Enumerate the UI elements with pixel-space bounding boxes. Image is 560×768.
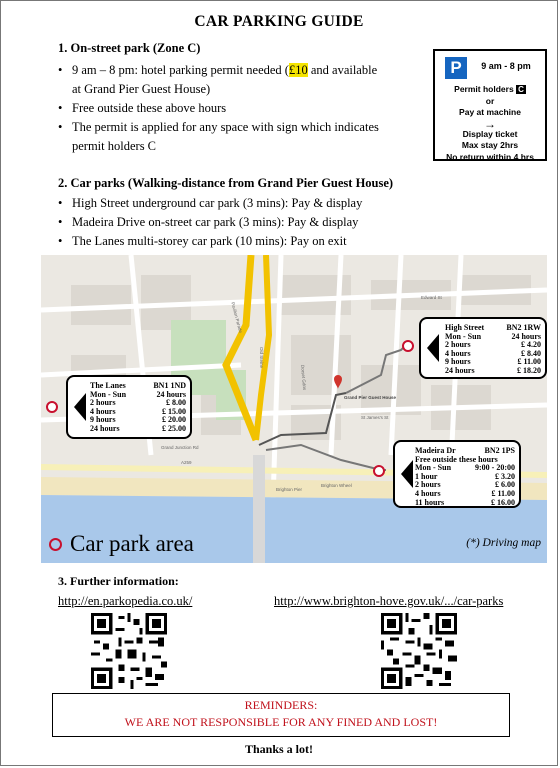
section1-list	[58, 61, 428, 156]
car-park-ring-icon	[49, 538, 62, 551]
driving-map-note: (*) Driving map	[466, 537, 541, 549]
reminders-text: WE ARE NOT RESPONSIBLE FOR ANY FINED AND LOST!	[124, 715, 438, 729]
sign-hours: 9 am - 8 pm	[481, 61, 531, 71]
page-title: CAR PARKING GUIDE	[194, 13, 364, 30]
qr-code-parkopedia	[91, 613, 167, 689]
section1-bullet-free: • Free outside these above hours	[58, 99, 428, 118]
section2-title: 2. Car parks (Walking-distance from Grand Pier Guest House)	[58, 176, 394, 190]
zone-c-badge: C	[518, 85, 524, 94]
section1-title: 1. On-street park (Zone C)	[58, 41, 201, 55]
parking-p-icon: P	[445, 57, 467, 79]
car-park-list	[58, 194, 498, 251]
qr-code-brighton-hove	[381, 613, 457, 689]
callout-the-lanes: The Lanes BN1 1ND Mon - Sun 24 hours 2 hours £ 8.00 4 hours £ 15.00 9 hours £ 20.00 24 hours £ 25.00	[66, 375, 192, 439]
map-legend: Car park area	[49, 531, 194, 557]
callout-madeira-drive: Madeira Dr BN2 1PS Free outside these hours Mon - Sun 9:00 - 20:00 1 hour £ 3.20 2 hours £ 6.00 4 hours £ 11.00 11 hours £ 16.00	[393, 440, 521, 508]
car-park-item: • The Lanes multi-storey car park (10 mins): Pay on exit	[58, 232, 498, 251]
brighton-hove-link[interactable]: http://www.brighton-hove.gov.uk/.../car-parks	[274, 594, 504, 608]
section1-bullet-permit: • 9 am – 8 pm: hotel parking permit needed (£10 and available at Grand Pier Guest House)	[58, 61, 428, 99]
section1-bullet-permit-holders: • The permit is applied for any space with sign which indicates permit holders C	[58, 118, 428, 156]
parkopedia-link[interactable]: http://en.parkopedia.co.uk/	[58, 594, 193, 608]
arrow-right-icon: →	[484, 116, 496, 131]
parking-sign: P 9 am - 8 pm Permit holders C or Pay at machine → Display ticket Max stay 2hrs No return within 4 hrs	[433, 49, 547, 161]
reminders-heading: REMINDERS:	[244, 698, 318, 712]
thanks-text: Thanks a lot!	[244, 742, 314, 756]
driving-map: Grand Pier Guest House Pavilion Parade Old Steine Dorset Gdns St James's St Edward St Grand Junction Rd A259 Brighton Pier Brighton Wheel The Lanes BN1 1ND Mon - Sun 24 hours 2 hours £ 8.00 4 hours £ 15.00 9 hours £ 20.00 24 hours £ 25.00 High Street BN2 1RW Mon - Sun 24 hours 2 hours £ 4.20 4 hours £ 8.40 9 hours £ 11.00 24 hours £ 18.20 Madeira Dr BN2 1PS Free outside these hours Mon - Sun 9:00 - 20:00 1 hour £ 3.20 2 hours £ 6.00 4 hours £ 11.00 11 hours £ 16.00 Car park area (*) Driving map	[41, 255, 547, 563]
reminders-box	[52, 693, 510, 737]
callout-high-street: High Street BN2 1RW Mon - Sun 24 hours 2 hours £ 4.20 4 hours £ 8.40 9 hours £ 11.00 24 hours £ 18.20	[419, 317, 547, 379]
car-park-item: • High Street underground car park (3 mins): Pay & display	[58, 194, 498, 213]
section3-title: 3. Further information:	[58, 574, 179, 588]
guest-house-label: Grand Pier Guest House	[344, 395, 397, 400]
permit-price-highlight: £10	[288, 63, 308, 77]
car-park-item: • Madeira Drive on-street car park (3 mins): Pay & display	[58, 213, 498, 232]
